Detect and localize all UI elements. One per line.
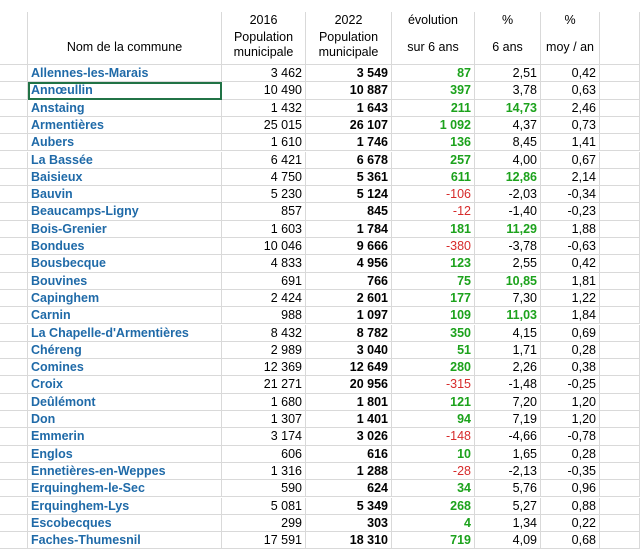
- population-2022-cell[interactable]: 845: [306, 203, 392, 220]
- pct-6-years-cell[interactable]: 3,78: [475, 82, 541, 99]
- evolution-cell[interactable]: 177: [392, 290, 475, 307]
- header-population-2016-line2: municipale: [233, 45, 294, 59]
- pct-6-years-cell[interactable]: 12,86: [475, 169, 541, 186]
- commune-name-cell[interactable]: Bauvin: [28, 186, 222, 203]
- empty-cell[interactable]: [600, 238, 640, 255]
- commune-name-cell[interactable]: Allennes-les-Marais: [28, 65, 222, 82]
- empty-cell[interactable]: [600, 532, 640, 549]
- table-row: [0, 134, 640, 151]
- pct-6-years-cell[interactable]: 2,55: [475, 255, 541, 272]
- evolution-cell[interactable]: 121: [392, 394, 475, 411]
- header-year-2022[interactable]: 2022: [306, 12, 392, 30]
- header-pct-2[interactable]: %: [541, 12, 600, 30]
- empty-cell[interactable]: [600, 480, 640, 497]
- evolution-cell[interactable]: 280: [392, 359, 475, 376]
- pct-per-year-cell[interactable]: 1,84: [541, 307, 600, 324]
- pct-per-year-cell[interactable]: 0,63: [541, 82, 600, 99]
- header-population-2016-line1: Population: [233, 30, 294, 44]
- population-2016-cell[interactable]: 8 432: [222, 325, 306, 342]
- commune-name-cell[interactable]: Bois-Grenier: [28, 221, 222, 238]
- pct-6-years-cell[interactable]: 8,45: [475, 134, 541, 151]
- population-2016-cell[interactable]: 988: [222, 307, 306, 324]
- population-2022-cell[interactable]: 3 026: [306, 428, 392, 445]
- empty-cell[interactable]: [600, 325, 640, 342]
- population-2022-cell[interactable]: 2 601: [306, 290, 392, 307]
- table-row: [0, 463, 640, 480]
- table-row: [0, 498, 640, 515]
- empty-cell[interactable]: [600, 117, 640, 134]
- population-2016-cell[interactable]: 590: [222, 480, 306, 497]
- evolution-cell[interactable]: 4: [392, 515, 475, 532]
- commune-name-cell[interactable]: Don: [28, 411, 222, 428]
- row-margin-cell[interactable]: [0, 428, 28, 445]
- table-row: [0, 100, 640, 117]
- empty-cell[interactable]: [600, 169, 640, 186]
- commune-name-cell[interactable]: La Chapelle-d'Armentières: [28, 325, 222, 342]
- table-row: [0, 376, 640, 393]
- empty-cell[interactable]: [600, 273, 640, 290]
- evolution-cell[interactable]: -315: [392, 376, 475, 393]
- row-margin-cell[interactable]: [0, 532, 28, 549]
- empty-cell[interactable]: [600, 376, 640, 393]
- pct-per-year-cell[interactable]: 0,68: [541, 532, 600, 549]
- row-margin-cell[interactable]: [0, 203, 28, 220]
- pct-per-year-cell[interactable]: 0,73: [541, 117, 600, 134]
- table-row: [0, 169, 640, 186]
- pct-6-years-cell[interactable]: 2,26: [475, 359, 541, 376]
- pct-per-year-cell[interactable]: -0,23: [541, 203, 600, 220]
- population-2022-cell[interactable]: 18 310: [306, 532, 392, 549]
- population-2022-cell[interactable]: 5 361: [306, 169, 392, 186]
- pct-per-year-cell[interactable]: -0,34: [541, 186, 600, 203]
- pct-per-year-cell[interactable]: 2,14: [541, 169, 600, 186]
- pct-6-years-cell[interactable]: 7,30: [475, 290, 541, 307]
- empty-cell[interactable]: [600, 203, 640, 220]
- evolution-cell[interactable]: 51: [392, 342, 475, 359]
- table-row: [0, 307, 640, 324]
- population-2022-cell[interactable]: 12 649: [306, 359, 392, 376]
- row-margin-cell[interactable]: [0, 342, 28, 359]
- table-row: [0, 411, 640, 428]
- pct-per-year-cell[interactable]: 0,96: [541, 480, 600, 497]
- commune-name-cell[interactable]: Annœullin: [28, 82, 222, 99]
- empty-cell[interactable]: [600, 515, 640, 532]
- population-2016-cell[interactable]: 2 424: [222, 290, 306, 307]
- commune-name-cell[interactable]: Bondues: [28, 238, 222, 255]
- evolution-cell[interactable]: 109: [392, 307, 475, 324]
- population-2022-cell[interactable]: 4 956: [306, 255, 392, 272]
- row-margin-cell[interactable]: [0, 82, 28, 99]
- evolution-cell[interactable]: 75: [392, 273, 475, 290]
- pct-per-year-cell[interactable]: -0,25: [541, 376, 600, 393]
- evolution-cell[interactable]: 123: [392, 255, 475, 272]
- population-2022-cell[interactable]: 1 801: [306, 394, 392, 411]
- population-2022-cell[interactable]: 26 107: [306, 117, 392, 134]
- empty-cell[interactable]: [600, 394, 640, 411]
- row-margin-cell[interactable]: [0, 498, 28, 515]
- commune-name-cell[interactable]: Emmerin: [28, 428, 222, 445]
- population-2022-cell[interactable]: 624: [306, 480, 392, 497]
- row-margin-cell[interactable]: [0, 238, 28, 255]
- pct-6-years-cell[interactable]: -4,66: [475, 428, 541, 445]
- population-2016-cell[interactable]: 5 081: [222, 498, 306, 515]
- pct-6-years-cell[interactable]: 2,51: [475, 65, 541, 82]
- empty-cell[interactable]: [600, 65, 640, 82]
- population-2016-cell[interactable]: 299: [222, 515, 306, 532]
- empty-cell[interactable]: [600, 100, 640, 117]
- empty-cell[interactable]: [600, 463, 640, 480]
- pct-per-year-cell[interactable]: 1,22: [541, 290, 600, 307]
- empty-cell[interactable]: [600, 428, 640, 445]
- population-2016-cell[interactable]: 3 462: [222, 65, 306, 82]
- commune-name-cell[interactable]: Anstaing: [28, 100, 222, 117]
- pct-per-year-cell[interactable]: 1,20: [541, 394, 600, 411]
- table-row: [0, 273, 640, 290]
- row-margin-cell[interactable]: [0, 117, 28, 134]
- evolution-cell[interactable]: 268: [392, 498, 475, 515]
- pct-per-year-cell[interactable]: -0,78: [541, 428, 600, 445]
- header-evolution-6-years[interactable]: sur 6 ans: [392, 30, 475, 65]
- population-2022-cell[interactable]: 1 097: [306, 307, 392, 324]
- empty-cell[interactable]: [600, 359, 640, 376]
- population-2016-cell[interactable]: 1 610: [222, 134, 306, 151]
- pct-per-year-cell[interactable]: 0,69: [541, 325, 600, 342]
- commune-name-cell[interactable]: Aubers: [28, 134, 222, 151]
- row-margin-cell[interactable]: [0, 255, 28, 272]
- population-2016-cell[interactable]: 21 271: [222, 376, 306, 393]
- table-row: [0, 255, 640, 272]
- evolution-cell[interactable]: 34: [392, 480, 475, 497]
- population-2016-cell[interactable]: 1 680: [222, 394, 306, 411]
- header-pct-6-years[interactable]: 6 ans: [475, 30, 541, 65]
- commune-name-cell[interactable]: Capinghem: [28, 290, 222, 307]
- row-margin-cell[interactable]: [0, 376, 28, 393]
- population-2022-cell[interactable]: 8 782: [306, 325, 392, 342]
- row-margin-cell[interactable]: [0, 169, 28, 186]
- commune-name-cell[interactable]: Erquinghem-le-Sec: [28, 480, 222, 497]
- population-2022-cell[interactable]: 3 040: [306, 342, 392, 359]
- population-2016-cell[interactable]: 17 591: [222, 532, 306, 549]
- population-2016-cell[interactable]: 5 230: [222, 186, 306, 203]
- evolution-cell[interactable]: -380: [392, 238, 475, 255]
- pct-per-year-cell[interactable]: 2,46: [541, 100, 600, 117]
- evolution-cell[interactable]: 181: [392, 221, 475, 238]
- empty-cell[interactable]: [600, 12, 640, 30]
- evolution-cell[interactable]: 350: [392, 325, 475, 342]
- pct-6-years-cell[interactable]: -1,40: [475, 203, 541, 220]
- pct-6-years-cell[interactable]: -2,13: [475, 463, 541, 480]
- pct-6-years-cell[interactable]: 4,09: [475, 532, 541, 549]
- empty-cell[interactable]: [600, 255, 640, 272]
- table-row: [0, 82, 640, 99]
- table-row: [0, 238, 640, 255]
- population-2016-cell[interactable]: 25 015: [222, 117, 306, 134]
- pct-6-years-cell[interactable]: 11,03: [475, 307, 541, 324]
- pct-per-year-cell[interactable]: -0,35: [541, 463, 600, 480]
- empty-cell[interactable]: [600, 134, 640, 151]
- row-margin-cell[interactable]: [0, 446, 28, 463]
- population-2016-cell[interactable]: 606: [222, 446, 306, 463]
- header-row-labels: [0, 30, 640, 65]
- commune-name-cell[interactable]: Ennetières-en-Weppes: [28, 463, 222, 480]
- commune-name-cell[interactable]: Carnin: [28, 307, 222, 324]
- row-margin-cell[interactable]: [0, 186, 28, 203]
- pct-per-year-cell[interactable]: 0,42: [541, 65, 600, 82]
- pct-6-years-cell[interactable]: 4,15: [475, 325, 541, 342]
- row-margin-cell[interactable]: [0, 411, 28, 428]
- pct-6-years-cell[interactable]: 1,65: [475, 446, 541, 463]
- population-2016-cell[interactable]: 1 432: [222, 100, 306, 117]
- evolution-cell[interactable]: 87: [392, 65, 475, 82]
- pct-per-year-cell[interactable]: 1,41: [541, 134, 600, 151]
- commune-name-cell[interactable]: Croix: [28, 376, 222, 393]
- population-2016-cell[interactable]: 2 989: [222, 342, 306, 359]
- population-2022-cell[interactable]: 6 678: [306, 152, 392, 169]
- population-2022-cell[interactable]: 5 349: [306, 498, 392, 515]
- population-2016-cell[interactable]: 3 174: [222, 428, 306, 445]
- table-row: [0, 480, 640, 497]
- empty-cell[interactable]: [600, 221, 640, 238]
- pct-6-years-cell[interactable]: -3,78: [475, 238, 541, 255]
- empty-cell[interactable]: [600, 30, 640, 65]
- pct-per-year-cell[interactable]: 0,67: [541, 152, 600, 169]
- population-2022-cell[interactable]: 20 956: [306, 376, 392, 393]
- pct-per-year-cell[interactable]: 0,38: [541, 359, 600, 376]
- evolution-cell[interactable]: 136: [392, 134, 475, 151]
- population-2022-cell[interactable]: 9 666: [306, 238, 392, 255]
- population-2016-cell[interactable]: 4 750: [222, 169, 306, 186]
- evolution-cell[interactable]: -12: [392, 203, 475, 220]
- evolution-cell[interactable]: 611: [392, 169, 475, 186]
- evolution-cell[interactable]: 1 092: [392, 117, 475, 134]
- table-row: [0, 394, 640, 411]
- empty-cell[interactable]: [600, 411, 640, 428]
- population-2016-cell[interactable]: 10 490: [222, 82, 306, 99]
- pct-6-years-cell[interactable]: 7,20: [475, 394, 541, 411]
- empty-cell[interactable]: [600, 342, 640, 359]
- empty-cell[interactable]: [600, 446, 640, 463]
- commune-name-cell[interactable]: Bouvines: [28, 273, 222, 290]
- evolution-cell[interactable]: 257: [392, 152, 475, 169]
- pct-per-year-cell[interactable]: 0,42: [541, 255, 600, 272]
- header-population-2022-line1: Population: [318, 30, 379, 44]
- row-margin-cell[interactable]: [0, 30, 28, 65]
- header-year-2016[interactable]: 2016: [222, 12, 306, 30]
- pct-per-year-cell[interactable]: 0,22: [541, 515, 600, 532]
- row-margin-cell[interactable]: [0, 290, 28, 307]
- header-row-years: [0, 12, 640, 30]
- table-row: [0, 325, 640, 342]
- commune-name-cell[interactable]: Armentières: [28, 117, 222, 134]
- pct-6-years-cell[interactable]: 5,27: [475, 498, 541, 515]
- pct-6-years-cell[interactable]: 5,76: [475, 480, 541, 497]
- pct-per-year-cell[interactable]: 0,28: [541, 342, 600, 359]
- row-margin-cell[interactable]: [0, 359, 28, 376]
- row-margin-cell[interactable]: [0, 325, 28, 342]
- population-2016-cell[interactable]: 857: [222, 203, 306, 220]
- commune-name-cell[interactable]: Englos: [28, 446, 222, 463]
- pct-6-years-cell[interactable]: 14,73: [475, 100, 541, 117]
- evolution-cell[interactable]: 397: [392, 82, 475, 99]
- population-2016-cell[interactable]: 1 307: [222, 411, 306, 428]
- population-2022-cell[interactable]: 1 288: [306, 463, 392, 480]
- table-row: [0, 446, 640, 463]
- header-population-2016[interactable]: [222, 30, 306, 65]
- population-2016-cell[interactable]: 1 316: [222, 463, 306, 480]
- table-row: [0, 515, 640, 532]
- pct-per-year-cell[interactable]: 1,81: [541, 273, 600, 290]
- evolution-cell[interactable]: 211: [392, 100, 475, 117]
- pct-per-year-cell[interactable]: -0,63: [541, 238, 600, 255]
- commune-name-cell[interactable]: Erquinghem-Lys: [28, 498, 222, 515]
- empty-cell[interactable]: [600, 290, 640, 307]
- population-2016-cell[interactable]: 6 421: [222, 152, 306, 169]
- commune-name-cell[interactable]: Escobecques: [28, 515, 222, 532]
- population-2022-cell[interactable]: 303: [306, 515, 392, 532]
- population-2022-cell[interactable]: 1 643: [306, 100, 392, 117]
- row-margin-cell[interactable]: [0, 394, 28, 411]
- row-margin-cell[interactable]: [0, 100, 28, 117]
- header-evolution[interactable]: évolution: [392, 12, 475, 30]
- row-margin-cell[interactable]: [0, 12, 28, 30]
- population-2016-cell[interactable]: 10 046: [222, 238, 306, 255]
- commune-name-cell[interactable]: Chéreng: [28, 342, 222, 359]
- population-2022-cell[interactable]: 766: [306, 273, 392, 290]
- commune-name-cell[interactable]: Faches-Thumesnil: [28, 532, 222, 549]
- header-population-2022-line2: municipale: [318, 45, 379, 59]
- row-margin-cell[interactable]: [0, 134, 28, 151]
- population-2022-cell[interactable]: 616: [306, 446, 392, 463]
- population-2016-cell[interactable]: 1 603: [222, 221, 306, 238]
- header-pct-per-year[interactable]: moy / an: [541, 30, 600, 65]
- evolution-cell[interactable]: 94: [392, 411, 475, 428]
- pct-6-years-cell[interactable]: 4,37: [475, 117, 541, 134]
- empty-cell[interactable]: [600, 82, 640, 99]
- header-population-2022[interactable]: [306, 30, 392, 65]
- empty-cell[interactable]: [600, 498, 640, 515]
- commune-name-cell[interactable]: Deûlémont: [28, 394, 222, 411]
- table-row: [0, 186, 640, 203]
- population-2022-cell[interactable]: 3 549: [306, 65, 392, 82]
- evolution-cell[interactable]: -106: [392, 186, 475, 203]
- table-row: [0, 342, 640, 359]
- population-2016-cell[interactable]: 12 369: [222, 359, 306, 376]
- table-row: [0, 290, 640, 307]
- table-row: [0, 221, 640, 238]
- row-margin-cell[interactable]: [0, 463, 28, 480]
- row-margin-cell[interactable]: [0, 307, 28, 324]
- commune-name-cell[interactable]: Beaucamps-Ligny: [28, 203, 222, 220]
- population-2022-cell[interactable]: 1 746: [306, 134, 392, 151]
- population-2016-cell[interactable]: 4 833: [222, 255, 306, 272]
- evolution-cell[interactable]: -28: [392, 463, 475, 480]
- header-commune-name[interactable]: Nom de la commune: [28, 30, 222, 65]
- pct-per-year-cell[interactable]: 0,28: [541, 446, 600, 463]
- pct-6-years-cell[interactable]: 1,71: [475, 342, 541, 359]
- population-2022-cell[interactable]: 5 124: [306, 186, 392, 203]
- population-2022-cell[interactable]: 1 401: [306, 411, 392, 428]
- row-margin-cell[interactable]: [0, 152, 28, 169]
- row-margin-cell[interactable]: [0, 480, 28, 497]
- commune-name-cell[interactable]: La Bassée: [28, 152, 222, 169]
- table-row: [0, 65, 640, 82]
- pct-6-years-cell[interactable]: 4,00: [475, 152, 541, 169]
- empty-cell[interactable]: [600, 152, 640, 169]
- empty-cell[interactable]: [600, 307, 640, 324]
- table-row: [0, 117, 640, 134]
- pct-6-years-cell[interactable]: -1,48: [475, 376, 541, 393]
- pct-6-years-cell[interactable]: 10,85: [475, 273, 541, 290]
- pct-6-years-cell[interactable]: -2,03: [475, 186, 541, 203]
- population-2022-cell[interactable]: 1 784: [306, 221, 392, 238]
- table-row: [0, 532, 640, 549]
- table-row: [0, 428, 640, 445]
- row-margin-cell[interactable]: [0, 221, 28, 238]
- header-pct-1[interactable]: %: [475, 12, 541, 30]
- pct-6-years-cell[interactable]: 7,19: [475, 411, 541, 428]
- evolution-cell[interactable]: 719: [392, 532, 475, 549]
- row-margin-cell[interactable]: [0, 65, 28, 82]
- commune-name-cell[interactable]: Comines: [28, 359, 222, 376]
- pct-per-year-cell[interactable]: 0,88: [541, 498, 600, 515]
- table-row: [0, 203, 640, 220]
- pct-6-years-cell[interactable]: 1,34: [475, 515, 541, 532]
- evolution-cell[interactable]: 10: [392, 446, 475, 463]
- header-cell-blank[interactable]: [28, 12, 222, 30]
- population-2016-cell[interactable]: 691: [222, 273, 306, 290]
- commune-name-cell[interactable]: Bousbecque: [28, 255, 222, 272]
- pct-per-year-cell[interactable]: 1,88: [541, 221, 600, 238]
- table-row: [0, 359, 640, 376]
- empty-cell[interactable]: [600, 186, 640, 203]
- commune-name-cell[interactable]: Baisieux: [28, 169, 222, 186]
- pct-6-years-cell[interactable]: 11,29: [475, 221, 541, 238]
- population-2022-cell[interactable]: 10 887: [306, 82, 392, 99]
- row-margin-cell[interactable]: [0, 273, 28, 290]
- row-margin-cell[interactable]: [0, 515, 28, 532]
- table-row: [0, 152, 640, 169]
- evolution-cell[interactable]: -148: [392, 428, 475, 445]
- pct-per-year-cell[interactable]: 1,20: [541, 411, 600, 428]
